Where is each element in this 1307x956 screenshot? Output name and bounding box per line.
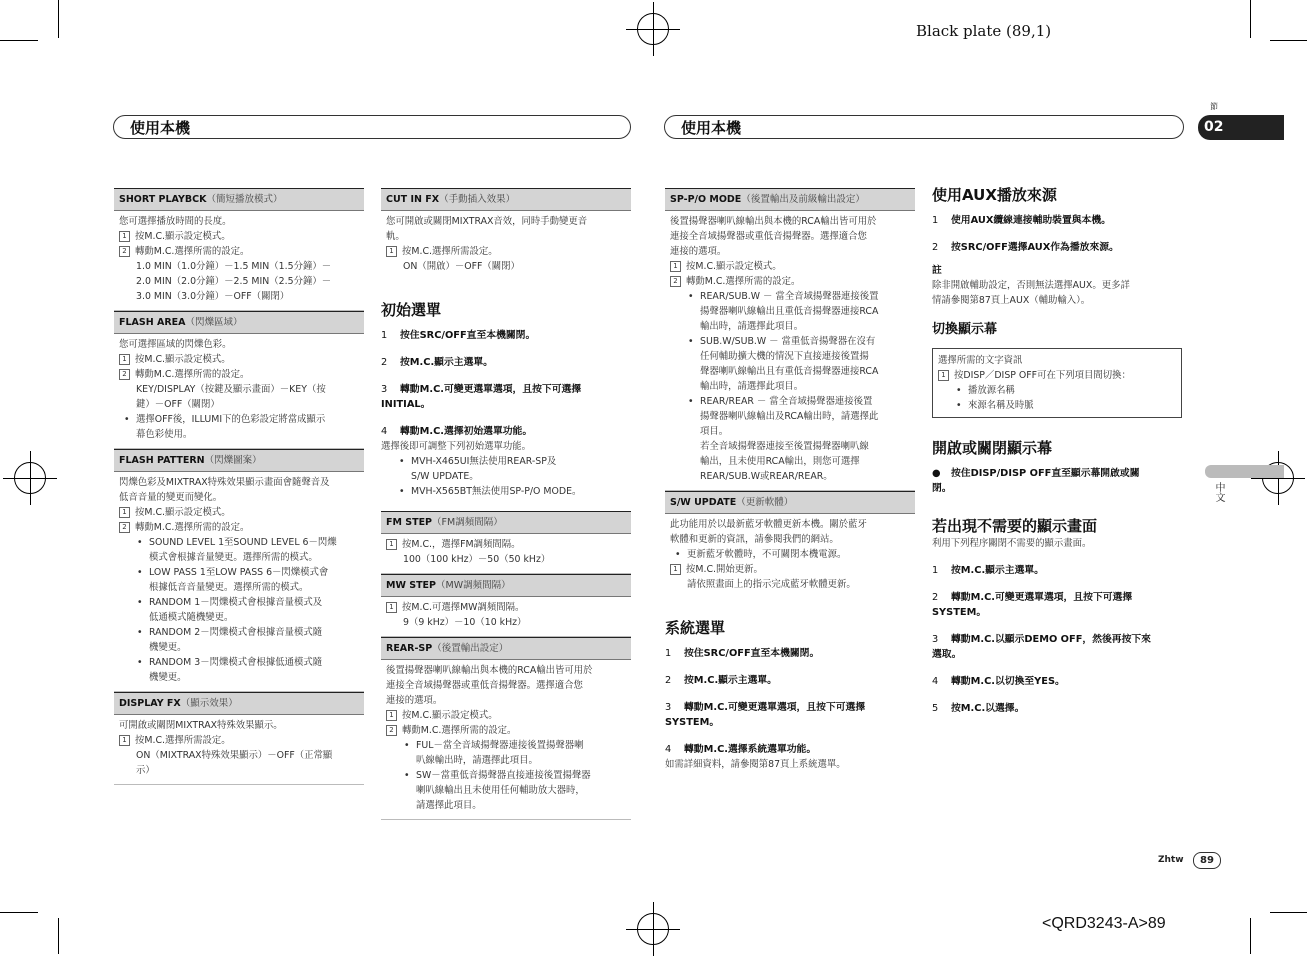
crop-mark (1270, 912, 1307, 913)
section-number: 02 (1204, 119, 1224, 135)
flash-area-body: 您可選擇區域的閃爍色彩。 1 按M.C.顯示設定模式。 2 轉動M.C.選擇所需的設定。 KEY/DISPLAY（按鍵及顯示畫面）－KEY（按 鍵）－OFF（關閉） • 選擇OFF後，ILLUMI下的色彩設定將當成顯示 幕色彩使用。 (114, 334, 364, 449)
unneeded-display-heading: 若出現不需要的顯示畫面 (932, 517, 1098, 535)
header-pill-right (664, 115, 1184, 139)
sp-po-heading: SP-P/O MODE（後置輸出及前級輸出設定） (665, 188, 915, 211)
sp-po-body: 後置揚聲器喇叭線輸出與本機的RCA輸出皆可用於 連接全音域揚聲器或重低音揚聲器。選擇適合您 連接的選項。 1 按M.C.顯示設定模式。 2 轉動M.C.選擇所需的設定。 • REAR/SUB.W － 當全音域揚聲器連接後置 揚聲器喇叭線輸出且重低音揚聲器連接RCA 輸出時，請選擇此項目。 • SUB.W/SUB.W － 當重低音揚聲器在沒有 任何輔助擴大機的情況下直接連接後置揚 聲器喇叭線輸出且有重低音揚聲器連接RCA 輸出時，請選擇此項目。 • REAR/REAR － 當全音域揚聲器連接後置 揚聲器喇叭線輸出及RCA輸出時，請選擇此 項目。 若全音域揚聲器連接至後置揚聲器喇叭線 輸出，且未使用RCA輸出，則您可選擇 REAR/SUB.W或REAR/REAR。 (665, 211, 915, 491)
display-fx-heading: DISPLAY FX（顯示效果） (114, 692, 364, 715)
rear-sp-heading: REAR-SP（後置輸出設定） (381, 637, 631, 660)
short-playback-body: 您可選擇播放時間的長度。 1 按M.C.顯示設定模式。 2 轉動M.C.選擇所需的設定。 1.0 MIN（1.0分鐘）－1.5 MIN（1.5分鐘）－ 2.0 MIN（2.0分鐘）－2.5 MIN（2.5分鐘）－ 3.0 MIN（3.0分鐘）－OFF（關閉） (114, 211, 364, 311)
crop-mark (58, 918, 59, 954)
column-2: CUT IN FX（手動插入效果） 您可開啟或關閉MIXTRAX音效，同時手動變更音 軌。 1 按M.C.選擇所需設定。 ON（開啟）－OFF（關閉） 初始選單 1 按住SRC/OFF直至本機關閉。 2 按M.C.顯示主選單。 3 轉動M.C.可變更選單選項，且按下可選擇 INITIAL。 4 轉動M.C.選擇初始選單功能。 選擇後即可調整下列初始選單功能。 • MVH-X465UI無法使用REAR-SP及 S/W UPDATE。 • MVH-X565BT無法使用SP-P/O MODE。 FM STEP（FM調頻間隔） 1 按M.C.，選擇FM調頻間隔。 100（100 kHz）－50（50 kHz） MW STEP（MW調頻間隔） 1 按M.C.可選擇MW調頻間隔。 9（9 kHz）－10（10 kHz） REAR-SP（後置輸出設定） 後置揚聲器喇叭線輸出與本機的RCA輸出皆可用於 連接全音域揚聲器或重低音揚聲器。選擇適合您 連接的選項。 1 按M.C.顯示設定模式。 2 轉動M.C.選擇所需的設定。 • FUL－當全音域揚聲器連接後置揚聲器喇 叭線輸出時，請選擇此項目。 • SW－當重低音揚聲器直接連接後置揚聲器 喇叭線輸出且未使用任何輔助放大器時， 請選擇此項目。 (381, 188, 631, 820)
sw-update-heading: S/W UPDATE（更新軟體） (665, 491, 915, 514)
sw-update-body: 此功能用於以最新藍牙軟體更新本機。關於藍牙 軟體和更新的資訊，請參閱我們的網站。 • 更新藍牙軟體時，不可關閉本機電源。 1 按M.C.開始更新。 請依照畫面上的指示完成藍牙軟體更新。 (665, 514, 915, 598)
page-code: <QRD3243-A>89 (1042, 915, 1166, 932)
column-4: 使用AUX播放來源 1 使用AUX纜線連接輔助裝置與本機。 2 按SRC/OFF選擇AUX作為播放來源。 註 除非開啟輔助設定，否則無法選擇AUX。更多詳 情請參閱第87頁上AUX（輔助輸入）。 切換顯示幕 選擇所需的文字資訊 1 按DISP／DISP OFF可在下列項目間切換： • 播放源名稱 • 來源名稱及時脈 開啟或關閉顯示幕 ● 按住DISP/DISP OFF直至顯示幕開啟或關 閉。 若出現不需要的顯示畫面 利用下列程序關閉不需要的顯示畫面。 1 按M.C.顯示主選單。 2 轉動M.C.可變更選單選項，且按下可選擇 SYSTEM。 3 轉動M.C.以顯示DEMO OFF，然後再按下來 選取。 4 轉動M.C.以切換至YES。 5 按M.C.以選擇。 (932, 185, 1182, 716)
language-side-label: 中文 (1213, 482, 1224, 502)
crop-mark (1270, 40, 1307, 41)
column-3: SP-P/O MODE（後置輸出及前級輸出設定） 後置揚聲器喇叭線輸出與本機的RCA輸出皆可用於 連接全音域揚聲器或重低音揚聲器。選擇適合您 連接的選項。 1 按M.C.顯示設定模式。 2 轉動M.C.選擇所需的設定。 • REAR/SUB.W － 當全音域揚聲器連接後置 揚聲器喇叭線輸出且重低音揚聲器連接RCA 輸出時，請選擇此項目。 • SUB.W/SUB.W － 當重低音揚聲器在沒有 任何輔助擴大機的情況下直接連接後置揚 聲器喇叭線輸出且有重低音揚聲器連接RCA 輸出時，請選擇此項目。 • REAR/REAR － 當全音域揚聲器連接後置 揚聲器喇叭線輸出及RCA輸出時，請選擇此 項目。 若全音域揚聲器連接至後置揚聲器喇叭線 輸出，且未使用RCA輸出，則您可選擇 REAR/SUB.W或REAR/REAR。 S/W UPDATE（更新軟體） 此功能用於以最新藍牙軟體更新本機。關於藍牙 軟體和更新的資訊，請參閱我們的網站。 • 更新藍牙軟體時，不可關閉本機電源。 1 按M.C.開始更新。 請依照畫面上的指示完成藍牙軟體更新。 系統選單 1 按住SRC/OFF直至本機關閉。 2 按M.C.顯示主選單。 3 轉動M.C.可變更選單選項，且按下可選擇 SYSTEM。 4 轉動M.C.選擇系統選單功能。 如需詳細資料，請參閱第87頁上系統選單。 (665, 188, 915, 772)
flash-pattern-heading: FLASH PATTERN（閃爍圖案） (114, 449, 364, 472)
aux-heading: 使用AUX播放來源 (932, 186, 1057, 204)
section-label: 節 (1210, 102, 1218, 111)
crop-mark (0, 912, 38, 913)
mw-step-body: 1 按M.C.可選擇MW調頻間隔。 9（9 kHz）－10（10 kHz） (381, 597, 631, 637)
registration-mark (637, 913, 669, 945)
language-tab-bar (1205, 465, 1284, 478)
flash-area-heading: FLASH AREA（閃爍區域） (114, 311, 364, 334)
display-fx-body: 可開啟或關閉MIXTRAX特殊效果顯示。 1 按M.C.選擇所需設定。 ON（MIXTRAX特殊效果顯示）－OFF（正常顯 示） (114, 715, 364, 785)
short-playback-heading: SHORT PLAYBCK（簡短播放模式） (114, 188, 364, 211)
header-pill-left (113, 115, 631, 139)
registration-mark (637, 13, 669, 45)
system-menu-heading: 系統選單 (665, 619, 726, 637)
cut-in-heading: CUT IN FX（手動插入效果） (381, 188, 631, 211)
switch-display-heading: 切換顯示幕 (932, 322, 998, 337)
crop-mark (0, 40, 38, 41)
crop-mark (58, 0, 59, 38)
switch-display-box: 選擇所需的文字資訊 1 按DISP／DISP OFF可在下列項目間切換： • 播放源名稱 • 來源名稱及時脈 (932, 348, 1182, 418)
onoff-display-heading: 開啟或關閉顯示幕 (932, 439, 1053, 457)
flash-pattern-body: 閃爍色彩及MIXTRAX特殊效果顯示畫面會隨聲音及 低音音量的變更而變化。 1 按M.C.顯示設定模式。 2 轉動M.C.選擇所需的設定。 • SOUND LEVEL 1至SOUND LEVEL 6－閃爍 模式會根據音量變更。選擇所需的模式。 • LOW PASS 1至LOW PASS 6－閃爍模式會 根據低音音量變更。選擇所需的模式。 • RANDOM 1－閃爍模式會根據音量模式及 低通模式隨機變更。 • RANDOM 2－閃爍模式會根據音量模式隨 機變更。 • RANDOM 3－閃爍模式會根據低通模式隨 機變更。 (114, 472, 364, 692)
section-tab (1198, 115, 1284, 140)
page-number: 89 (1193, 852, 1221, 869)
crop-mark (1250, 0, 1251, 38)
header-title-left: 使用本機 (130, 119, 191, 137)
black-plate-label: Black plate (89,1) (916, 22, 1052, 40)
fm-step-body: 1 按M.C.，選擇FM調頻間隔。 100（100 kHz）－50（50 kHz） (381, 534, 631, 574)
crop-mark (1250, 918, 1251, 954)
mw-step-heading: MW STEP（MW調頻間隔） (381, 574, 631, 597)
header-title-right: 使用本機 (681, 119, 742, 137)
note-label: 註 (932, 265, 942, 276)
fm-step-heading: FM STEP（FM調頻間隔） (381, 511, 631, 534)
rear-sp-body: 後置揚聲器喇叭線輸出與本機的RCA輸出皆可用於 連接全音域揚聲器或重低音揚聲器。選擇適合您 連接的選項。 1 按M.C.顯示設定模式。 2 轉動M.C.選擇所需的設定。 • FUL－當全音域揚聲器連接後置揚聲器喇 叭線輸出時，請選擇此項目。 • SW－當重低音揚聲器直接連接後置揚聲器 喇叭線輸出且未使用任何輔助放大器時， 請選擇此項目。 (381, 660, 631, 820)
footer-language: Zhtw (1158, 855, 1184, 865)
registration-mark (14, 462, 46, 494)
initial-menu-heading: 初始選單 (381, 301, 442, 319)
column-1 (114, 188, 364, 785)
cut-in-body: 您可開啟或關閉MIXTRAX音效，同時手動變更音 軌。 1 按M.C.選擇所需設定。 ON（開啟）－OFF（關閉） (386, 216, 588, 272)
